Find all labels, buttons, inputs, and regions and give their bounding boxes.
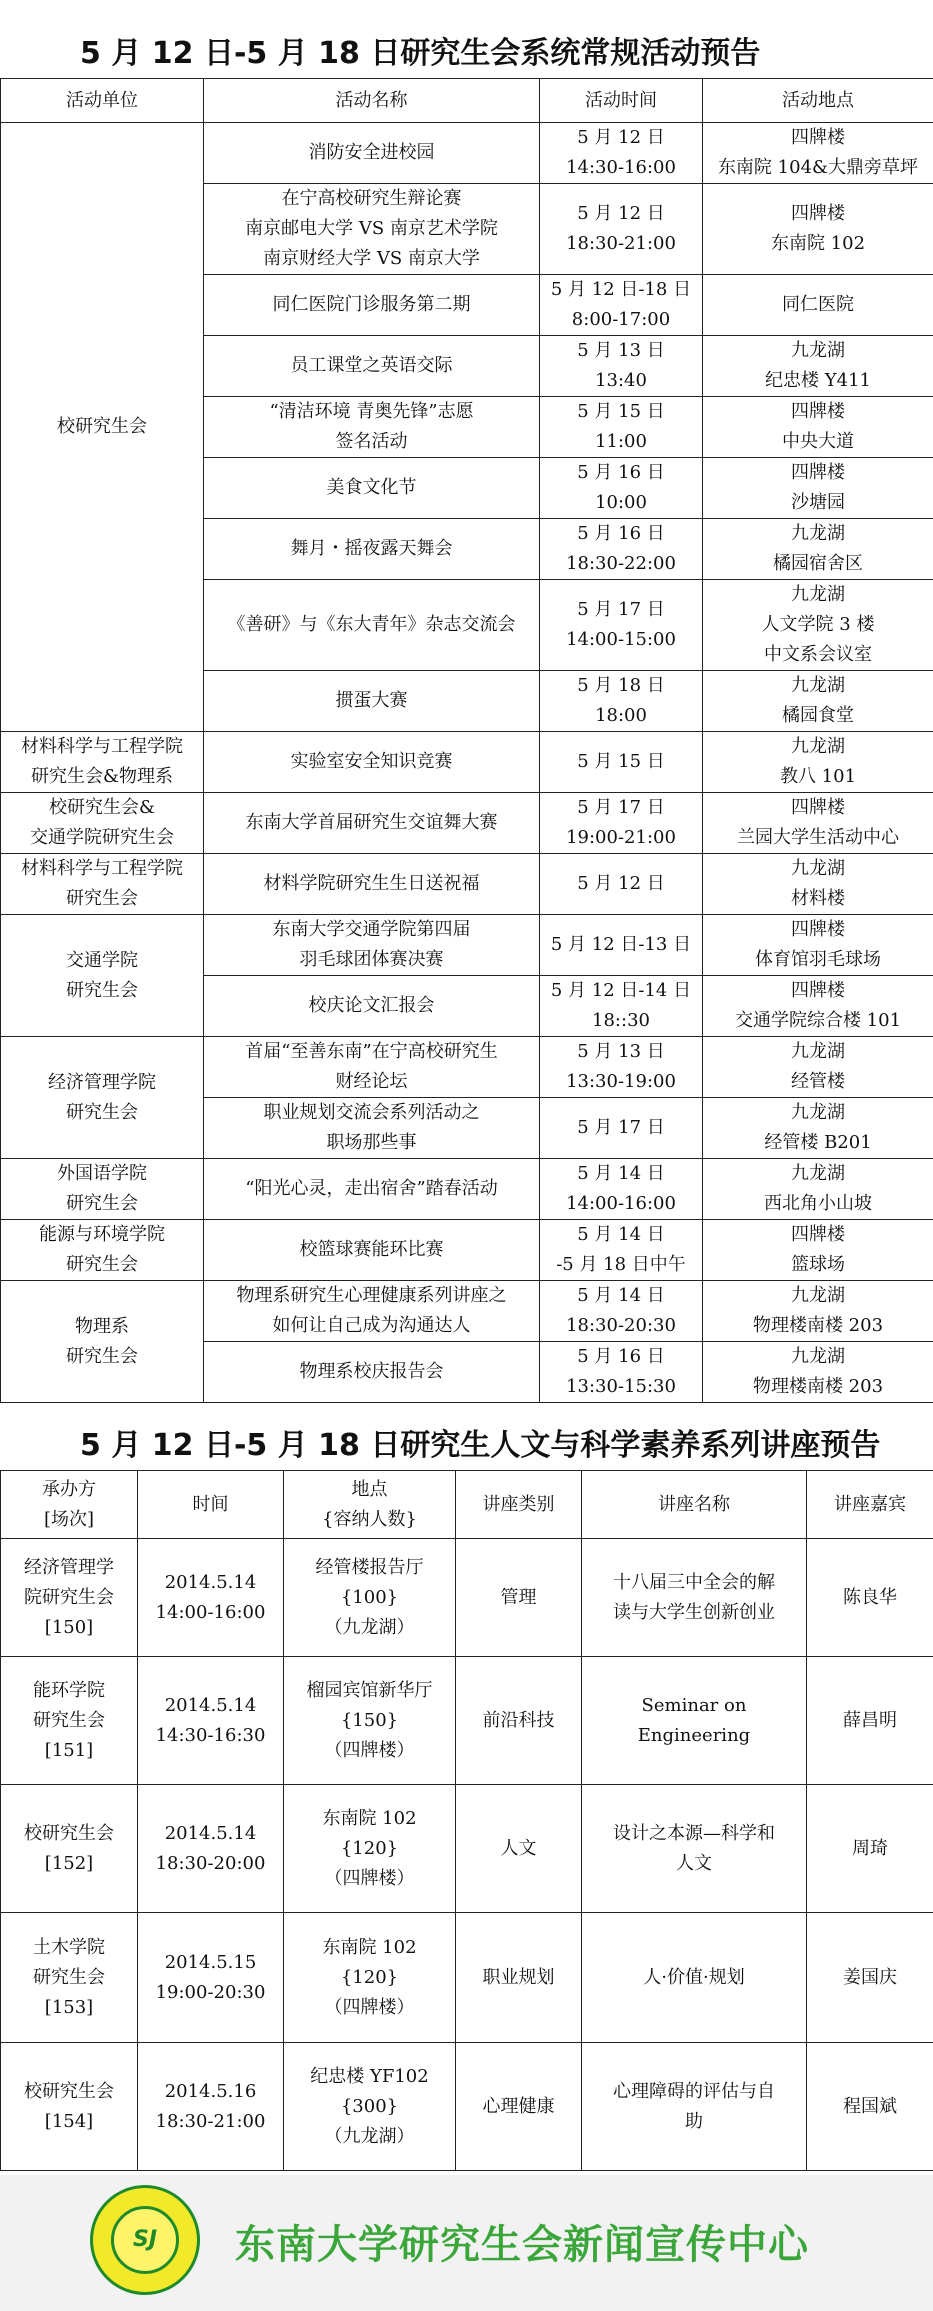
table-row <box>1 2043 933 2171</box>
lecture-host: 能环学院 研究生会 [151] <box>1 1657 138 1785</box>
activity-place: 四牌楼 体育馆羽毛球场 <box>703 915 933 976</box>
header-unit: 活动单位 <box>1 79 204 123</box>
activity-table <box>0 78 933 1403</box>
lecture-time: 2014.5.16 18:30-21:00 <box>138 2043 284 2171</box>
lecture-place: 纪忠楼 YF102 {300} （九龙湖） <box>284 2043 456 2171</box>
lecture-title: 5 月 12 日-5 月 18 日研究生人文与科学素养系列讲座预告 <box>80 1428 881 1463</box>
activity-place: 九龙湖 西北角小山坡 <box>703 1159 933 1220</box>
lecture-time: 2014.5.14 14:00-16:00 <box>138 1539 284 1657</box>
seal-logo-text: SJ <box>111 2206 179 2274</box>
lecture-place: 东南院 102 {120} （四牌楼） <box>284 1913 456 2043</box>
activity-place: 九龙湖 橘园宿舍区 <box>703 519 933 580</box>
lecture-name: 十八届三中全会的解 读与大学生创新创业 <box>582 1539 807 1657</box>
lecture-category: 前沿科技 <box>456 1657 582 1785</box>
lecture-time: 2014.5.15 19:00-20:30 <box>138 1913 284 2043</box>
activity-title: 5 月 12 日-5 月 18 日研究生会系统常规活动预告 <box>80 36 761 71</box>
activity-name: 实验室安全知识竞赛 <box>204 732 540 793</box>
activity-name: 职业规划交流会系列活动之 职场那些事 <box>204 1098 540 1159</box>
table-row <box>1 1785 933 1913</box>
activity-time: 5 月 13 日 13:30-19:00 <box>540 1037 703 1098</box>
table-row <box>1 854 933 915</box>
activity-name: 物理系校庆报告会 <box>204 1342 540 1403</box>
activity-time: 5 月 14 日 18:30-20:30 <box>540 1281 703 1342</box>
activity-time: 5 月 12 日-18 日 8:00-17:00 <box>540 275 703 336</box>
activity-time: 5 月 15 日 <box>540 732 703 793</box>
lecture-speaker: 程国斌 <box>807 2043 933 2171</box>
activity-place: 九龙湖 经管楼 B201 <box>703 1098 933 1159</box>
activity-name: 舞月・摇夜露天舞会 <box>204 519 540 580</box>
activity-name: “清洁环境 青奥先锋”志愿 签名活动 <box>204 397 540 458</box>
activity-name: 美食文化节 <box>204 458 540 519</box>
lecture-category: 心理健康 <box>456 2043 582 2171</box>
table-row <box>1 123 933 184</box>
activity-time: 5 月 14 日 -5 月 18 日中午 <box>540 1220 703 1281</box>
activity-name: 《善研》与《东大青年》杂志交流会 <box>204 580 540 671</box>
activity-name: 校庆论文汇报会 <box>204 976 540 1037</box>
lecture-name: Seminar on Engineering <box>582 1657 807 1785</box>
table-header-row <box>1 79 933 123</box>
activity-time: 5 月 16 日 13:30-15:30 <box>540 1342 703 1403</box>
table-row <box>1 1281 933 1342</box>
activity-place: 四牌楼 交通学院综合楼 101 <box>703 976 933 1037</box>
activity-time: 5 月 12 日-14 日 18::30 <box>540 976 703 1037</box>
table-row <box>1 915 933 976</box>
lecture-speaker: 周琦 <box>807 1785 933 1913</box>
lecture-place: 榴园宾馆新华厅 {150} （四牌楼） <box>284 1657 456 1785</box>
activity-time: 5 月 17 日 <box>540 1098 703 1159</box>
unit-cell: 材料科学与工程学院 研究生会&物理系 <box>1 732 204 793</box>
header-lecture-name: 讲座名称 <box>582 1471 807 1539</box>
lecture-speaker: 薛昌明 <box>807 1657 933 1785</box>
unit-cell: 外国语学院 研究生会 <box>1 1159 204 1220</box>
activity-place: 九龙湖 橘园食堂 <box>703 671 933 732</box>
lecture-host: 土木学院 研究生会 [153] <box>1 1913 138 2043</box>
activity-time: 5 月 12 日 18:30-21:00 <box>540 184 703 275</box>
table-row <box>1 1539 933 1657</box>
activity-place: 四牌楼 东南院 104&大鼎旁草坪 <box>703 123 933 184</box>
activity-place: 四牌楼 沙塘园 <box>703 458 933 519</box>
lecture-host: 校研究生会 [154] <box>1 2043 138 2171</box>
lecture-speaker: 姜国庆 <box>807 1913 933 2043</box>
table-row <box>1 1159 933 1220</box>
lecture-category: 管理 <box>456 1539 582 1657</box>
header-name: 活动名称 <box>204 79 540 123</box>
table-row <box>1 1913 933 2043</box>
activity-place: 四牌楼 兰园大学生活动中心 <box>703 793 933 854</box>
unit-cell: 校研究生会& 交通学院研究生会 <box>1 793 204 854</box>
activity-time: 5 月 17 日 14:00-15:00 <box>540 580 703 671</box>
lecture-host: 经济管理学 院研究生会 [150] <box>1 1539 138 1657</box>
lecture-category: 人文 <box>456 1785 582 1913</box>
header-place: 活动地点 <box>703 79 933 123</box>
unit-cell: 校研究生会 <box>1 123 204 732</box>
table-row <box>1 732 933 793</box>
activity-time: 5 月 17 日 19:00-21:00 <box>540 793 703 854</box>
activity-name: 材料学院研究生生日送祝福 <box>204 854 540 915</box>
lecture-time: 2014.5.14 14:30-16:30 <box>138 1657 284 1785</box>
lecture-place: 经管楼报告厅 {100} （九龙湖） <box>284 1539 456 1657</box>
lecture-name: 心理障碍的评估与自 助 <box>582 2043 807 2171</box>
activity-place: 九龙湖 物理楼南楼 203 <box>703 1342 933 1403</box>
activity-place: 九龙湖 物理楼南楼 203 <box>703 1281 933 1342</box>
activity-time: 5 月 12 日 14:30-16:00 <box>540 123 703 184</box>
lecture-table <box>0 1470 933 2171</box>
activity-time: 5 月 13 日 13:40 <box>540 336 703 397</box>
activity-time: 5 月 16 日 10:00 <box>540 458 703 519</box>
unit-cell: 经济管理学院 研究生会 <box>1 1037 204 1159</box>
activity-name: 员工课堂之英语交际 <box>204 336 540 397</box>
activity-place: 四牌楼 东南院 102 <box>703 184 933 275</box>
header-time: 时间 <box>138 1471 284 1539</box>
unit-cell: 物理系 研究生会 <box>1 1281 204 1403</box>
activity-name: 首届“至善东南”在宁高校研究生 财经论坛 <box>204 1037 540 1098</box>
footer <box>0 2175 933 2311</box>
activity-place: 九龙湖 人文学院 3 楼 中文系会议室 <box>703 580 933 671</box>
table-row <box>1 1220 933 1281</box>
activity-place: 九龙湖 纪忠楼 Y411 <box>703 336 933 397</box>
activity-name: 东南大学交通学院第四届 羽毛球团体赛决赛 <box>204 915 540 976</box>
activity-time: 5 月 14 日 14:00-16:00 <box>540 1159 703 1220</box>
seal-logo <box>90 2185 200 2295</box>
activity-time: 5 月 16 日 18:30-22:00 <box>540 519 703 580</box>
activity-time: 5 月 18 日 18:00 <box>540 671 703 732</box>
unit-cell: 交通学院 研究生会 <box>1 915 204 1037</box>
activity-place: 九龙湖 材料楼 <box>703 854 933 915</box>
lecture-host: 校研究生会 [152] <box>1 1785 138 1913</box>
lecture-time: 2014.5.14 18:30-20:00 <box>138 1785 284 1913</box>
activity-place: 四牌楼 篮球场 <box>703 1220 933 1281</box>
activity-name: 物理系研究生心理健康系列讲座之 如何让自己成为沟通达人 <box>204 1281 540 1342</box>
lecture-category: 职业规划 <box>456 1913 582 2043</box>
activity-time: 5 月 12 日-13 日 <box>540 915 703 976</box>
activity-name: 东南大学首届研究生交谊舞大赛 <box>204 793 540 854</box>
activity-name: 同仁医院门诊服务第二期 <box>204 275 540 336</box>
header-place: 地点 {容纳人数} <box>284 1471 456 1539</box>
activity-place: 同仁医院 <box>703 275 933 336</box>
activity-name: 消防安全进校园 <box>204 123 540 184</box>
activity-place: 四牌楼 中央大道 <box>703 397 933 458</box>
header-speaker: 讲座嘉宾 <box>807 1471 933 1539</box>
lecture-name: 人·价值·规划 <box>582 1913 807 2043</box>
activity-time: 5 月 12 日 <box>540 854 703 915</box>
unit-cell: 能源与环境学院 研究生会 <box>1 1220 204 1281</box>
unit-cell: 材料科学与工程学院 研究生会 <box>1 854 204 915</box>
activity-place: 九龙湖 教八 101 <box>703 732 933 793</box>
table-row <box>1 1037 933 1098</box>
header-category: 讲座类别 <box>456 1471 582 1539</box>
lecture-place: 东南院 102 {120} （四牌楼） <box>284 1785 456 1913</box>
activity-name: “阳光心灵，走出宿舍”踏春活动 <box>204 1159 540 1220</box>
header-time: 活动时间 <box>540 79 703 123</box>
table-row <box>1 793 933 854</box>
activity-name: 掼蛋大赛 <box>204 671 540 732</box>
activity-time: 5 月 15 日 11:00 <box>540 397 703 458</box>
activity-name: 在宁高校研究生辩论赛 南京邮电大学 VS 南京艺术学院 南京财经大学 VS 南京大学 <box>204 184 540 275</box>
activity-place: 九龙湖 经管楼 <box>703 1037 933 1098</box>
org-name: 东南大学研究生会新闻宣传中心 <box>235 2222 809 2268</box>
activity-name: 校篮球赛能环比赛 <box>204 1220 540 1281</box>
lecture-speaker: 陈良华 <box>807 1539 933 1657</box>
header-host: 承办方 [场次] <box>1 1471 138 1539</box>
lecture-name: 设计之本源—科学和 人文 <box>582 1785 807 1913</box>
table-row <box>1 1657 933 1785</box>
table-header-row <box>1 1471 933 1539</box>
